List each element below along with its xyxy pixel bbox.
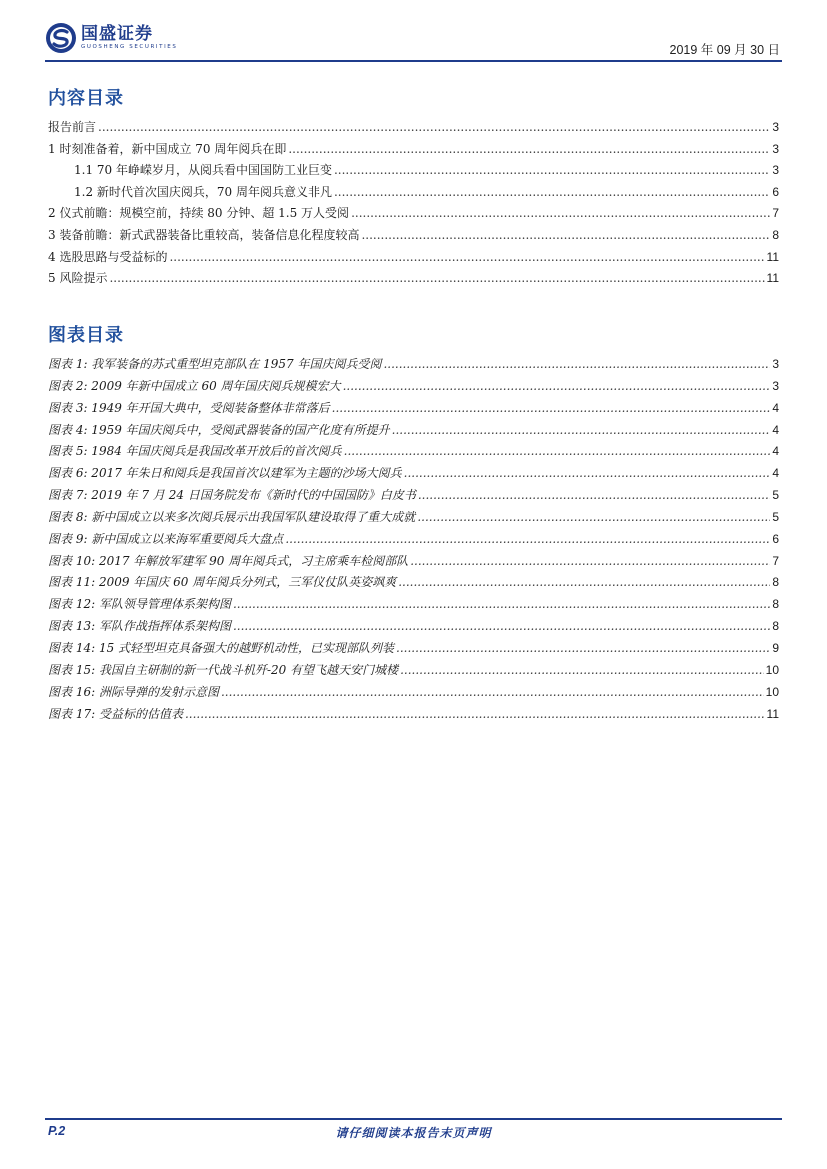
dot-leader — [396, 641, 770, 655]
dot-leader — [285, 532, 770, 546]
figure-entry[interactable] — [48, 355, 779, 377]
figure-entry-label: 图表 9: 新中国成立以来海军重要阅兵大盘点 — [48, 531, 284, 546]
dot-leader — [334, 163, 770, 177]
dot-leader — [332, 401, 771, 415]
figure-entry-page-number: 4 — [772, 466, 779, 481]
figure-entry-label: 图表 1: 我军装备的苏式重型坦克部队在 1957 年国庆阅兵受阅 — [48, 357, 382, 371]
contents-title: 内容目录 — [48, 88, 124, 109]
figure-entry[interactable] — [48, 486, 779, 508]
figure-entry[interactable] — [48, 508, 779, 530]
dot-leader — [351, 206, 770, 220]
contents-entry-page-number: 11 — [766, 271, 779, 286]
figure-entry-page-number: 7 — [772, 553, 779, 568]
dot-leader — [400, 663, 764, 677]
dot-leader — [361, 228, 770, 242]
dot-leader — [418, 488, 770, 502]
header-divider — [45, 60, 782, 62]
figure-entry-label: 图表 6: 2017 年朱日和阅兵是我国首次以建军为主题的沙场大阅兵 — [48, 466, 402, 481]
contents-entry-page-number: 3 — [772, 163, 779, 178]
company-logo — [45, 22, 177, 54]
dot-leader — [344, 444, 771, 458]
figure-entry-page-number: 8 — [772, 597, 779, 612]
dot-leader — [417, 510, 770, 524]
contents-entry-label: 2 仪式前瞻：规模空前，持续 80 分钟、超 1.5 万人受阅 — [48, 206, 350, 221]
dot-leader — [288, 142, 770, 156]
dot-leader — [398, 575, 770, 589]
figure-entry[interactable] — [48, 399, 779, 421]
figure-entry[interactable] — [48, 705, 779, 727]
figure-entry[interactable] — [48, 421, 779, 443]
figure-entry-page-number: 4 — [772, 422, 779, 437]
contents-entry-page-number: 7 — [772, 206, 779, 221]
page-number: P.2 — [48, 1124, 66, 1138]
figure-entry[interactable] — [48, 464, 779, 486]
figure-entry-label: 图表 5: 1984 年国庆阅兵是我国改革开放后的首次阅兵 — [48, 444, 342, 459]
contents-entry-page-number: 6 — [772, 184, 779, 199]
contents-entry-label: 5 风险提示 — [48, 271, 108, 286]
dot-leader — [343, 379, 771, 393]
contents-entry-label: 1 时刻准备着，新中国成立 70 周年阅兵在即 — [48, 141, 287, 156]
figure-entry[interactable] — [48, 617, 779, 639]
disclaimer-note: 请仔细阅读本报告末页声明 — [335, 1126, 492, 1140]
contents-list — [48, 118, 779, 291]
contents-entry-page-number: 11 — [766, 249, 779, 264]
contents-entry[interactable] — [48, 226, 779, 248]
figure-entry-page-number: 9 — [772, 640, 779, 655]
contents-entry-label: 3 装备前瞻：新式武器装备比重较高，装备信息化程度较高 — [48, 227, 360, 242]
figure-entry-label: 图表 4: 1959 年国庆阅兵中，受阅武器装备的国产化度有所提升 — [48, 422, 390, 437]
figure-entry-page-number: 10 — [765, 662, 779, 677]
dot-leader — [334, 185, 770, 199]
logo-chinese-name: 国盛证券 — [81, 24, 153, 44]
contents-entry[interactable] — [48, 269, 779, 291]
page-header — [45, 22, 782, 62]
figure-entry-label: 图表 3: 1949 年开国大典中，受阅装备整体非常落后 — [48, 400, 330, 415]
figure-entry-label: 图表 16: 洲际导弹的发射示意图 — [48, 684, 219, 699]
figure-entry-label: 图表 14: 15 式轻型坦克具备强大的越野机动性，已实现部队列装 — [48, 640, 395, 655]
figure-entry-page-number: 3 — [772, 357, 779, 371]
dot-leader — [410, 554, 770, 568]
contents-entry-label: 4 选股思路与受益标的 — [48, 249, 168, 264]
dot-leader — [169, 250, 764, 264]
guosheng-logo-icon — [45, 22, 77, 54]
figure-entry[interactable] — [48, 683, 779, 705]
footer-divider — [45, 1118, 782, 1120]
figure-entry-page-number: 8 — [772, 619, 779, 634]
dot-leader — [383, 357, 770, 371]
contents-entry[interactable] — [48, 204, 779, 226]
figure-entry-label: 图表 8: 新中国成立以来多次阅兵展示出我国军队建设取得了重大成就 — [48, 509, 416, 524]
figure-entry-page-number: 5 — [772, 488, 779, 503]
figure-entry[interactable] — [48, 639, 779, 661]
dot-leader — [233, 597, 770, 611]
contents-entry[interactable] — [48, 140, 779, 162]
figures-title: 图表目录 — [48, 325, 124, 346]
figure-entry-page-number: 4 — [772, 400, 779, 415]
figure-entry-label: 图表 17: 受益标的估值表 — [48, 706, 183, 721]
figure-entry-page-number: 6 — [772, 531, 779, 546]
figure-entry-label: 图表 15: 我国自主研制的新一代战斗机歼-20 有望飞越天安门城楼 — [48, 662, 399, 677]
figure-entry[interactable] — [48, 573, 779, 595]
figure-entry-label: 图表 7: 2019 年 7 月 24 日国务院发布《新时代的中国国防》白皮书 — [48, 488, 416, 503]
dot-leader — [109, 271, 764, 285]
contents-entry-page-number: 8 — [772, 227, 779, 242]
dot-leader — [185, 707, 765, 721]
figure-entry-label: 图表 10: 2017 年解放军建军 90 周年阅兵式，习主席乘车检阅部队 — [48, 553, 409, 568]
dot-leader — [221, 685, 764, 699]
contents-entry-page-number: 3 — [772, 141, 779, 156]
dot-leader — [233, 619, 770, 633]
figure-entry-page-number: 11 — [766, 706, 779, 721]
figure-entry-page-number: 5 — [772, 509, 779, 524]
figure-entry-page-number: 10 — [765, 684, 779, 699]
figure-entry-label: 图表 13: 军队作战指挥体系架构图 — [48, 619, 231, 634]
contents-entry-label: 1.1 70 年峥嵘岁月，从阅兵看中国国防工业巨变 — [74, 163, 332, 178]
contents-entry[interactable] — [48, 248, 779, 270]
contents-entry-page-number: 3 — [772, 120, 779, 134]
figure-entry[interactable] — [48, 552, 779, 574]
figure-entry-label: 图表 12: 军队领导管理体系架构图 — [48, 597, 231, 612]
figures-list — [48, 355, 779, 726]
figure-entry[interactable] — [48, 442, 779, 464]
report-date: 2019 年 09 月 30 日 — [669, 43, 780, 57]
contents-entry[interactable] — [48, 161, 779, 183]
figure-entry-page-number: 4 — [772, 444, 779, 459]
figure-entry-label: 图表 11: 2009 年国庆 60 周年阅兵分列式，三军仪仗队英姿飒爽 — [48, 575, 397, 590]
figure-entry[interactable] — [48, 377, 779, 399]
contents-entry-label: 1.2 新时代首次国庆阅兵，70 周年阅兵意义非凡 — [74, 184, 332, 199]
contents-entry-label: 报告前言 — [48, 120, 97, 134]
logo-english-name: GUOSHENG SECURITIES — [81, 44, 178, 50]
dot-leader — [98, 120, 770, 134]
contents-entry[interactable] — [48, 183, 779, 205]
figure-entry-page-number: 8 — [772, 575, 779, 590]
figure-entry[interactable] — [48, 530, 779, 552]
figure-entry[interactable] — [48, 595, 779, 617]
figure-entry-page-number: 3 — [772, 378, 779, 393]
contents-entry[interactable] — [48, 118, 779, 140]
dot-leader — [392, 423, 771, 437]
figure-entry[interactable] — [48, 661, 779, 683]
figure-entry-label: 图表 2: 2009 年新中国成立 60 周年国庆阅兵规模宏大 — [48, 378, 341, 393]
dot-leader — [404, 466, 771, 480]
